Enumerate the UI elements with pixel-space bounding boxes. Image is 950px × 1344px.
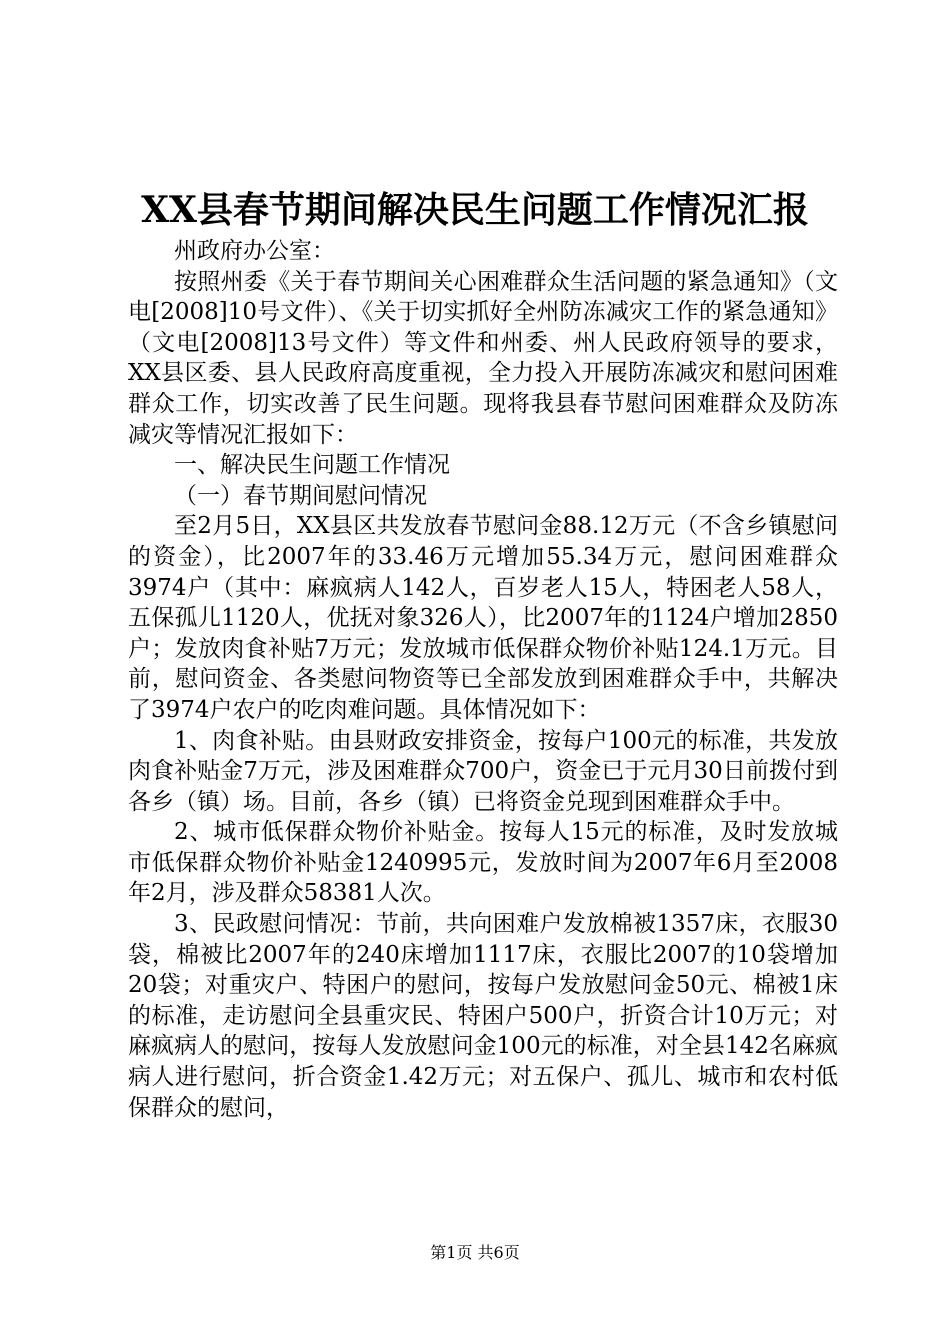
paragraph-item-2: 2、城市低保群众物价补贴金。按每人15元的标准，及时发放城市低保群众物价补贴金1240995元，发放时间为2007年6月至2008年2月，涉及群众58381人次。 [128, 819, 838, 907]
document-title: XX县春节期间解决民生问题工作情况汇报 [141, 189, 809, 231]
page-number: 第1页 共6页 [430, 1243, 520, 1262]
paragraph-item-1: 1、肉食补贴。由县财政安排资金，按每户100元的标准，共发放肉食补贴金7万元，涉及困难群众700户，资金已于元月30日前拨付到各乡（镇）场。目前，各乡（镇）已将资金兑现到困难群众手中。 [128, 727, 838, 815]
subsection-heading: （一）春节期间慰问情况 [174, 482, 427, 509]
paragraph-intro: 按照州委《关于春节期间关心困难群众生活问题的紧急通知》（文电[2008]10号文件）、《关于切实抓好全州防冻减灾工作的紧急通知》（文电[2008]13号文件）等文件和州委、州人民政府领导的要求，XX县区委、县人民政府高度重视，全力投入开展防冻减灾和慰问困难群众工作，切实改善了民生问题。现将我县春节慰问困难群众及防冻减灾等情况汇报如下： [128, 268, 838, 448]
paragraph-summary: 至2月5日，XX县区共发放春节慰问金88.12万元（不含乡镇慰问的资金），比2007年的33.46万元增加55.34万元，慰问困难群众3974户（其中：麻疯病人142人，百岁老人15人，特困老人58人，五保孤儿1120人，优抚对象326人），比2007年的1124户增加2850户；发放肉食补贴7万元；发放城市低保群众物价补贴124.1万元。目前，慰问资金、各类慰问物资等已全部发放到困难群众手中，共解决了3974户农户的吃肉难问题。具体情况如下： [128, 513, 838, 723]
document-body [128, 236, 838, 1123]
section-heading: 一、解决民生问题工作情况 [174, 452, 450, 479]
paragraph-salutation: 州政府办公室： [174, 238, 335, 264]
paragraph-item-3: 3、民政慰问情况：节前，共向困难户发放棉被1357床，衣服30袋，棉被比2007年的240床增加1117床，衣服比2007的10袋增加20袋；对重灾户、特困户的慰问，按每户发放慰问金50元、棉被1床的标准，走访慰问全县重灾民、特困户500户，折资合计10万元；对麻疯病人的慰问，按每人发放慰问金100元的标准，对全县142名麻疯病人进行慰问，折合资金1.42万元；对五保户、孤儿、城市和农村低保群众的慰问， [128, 911, 838, 1121]
